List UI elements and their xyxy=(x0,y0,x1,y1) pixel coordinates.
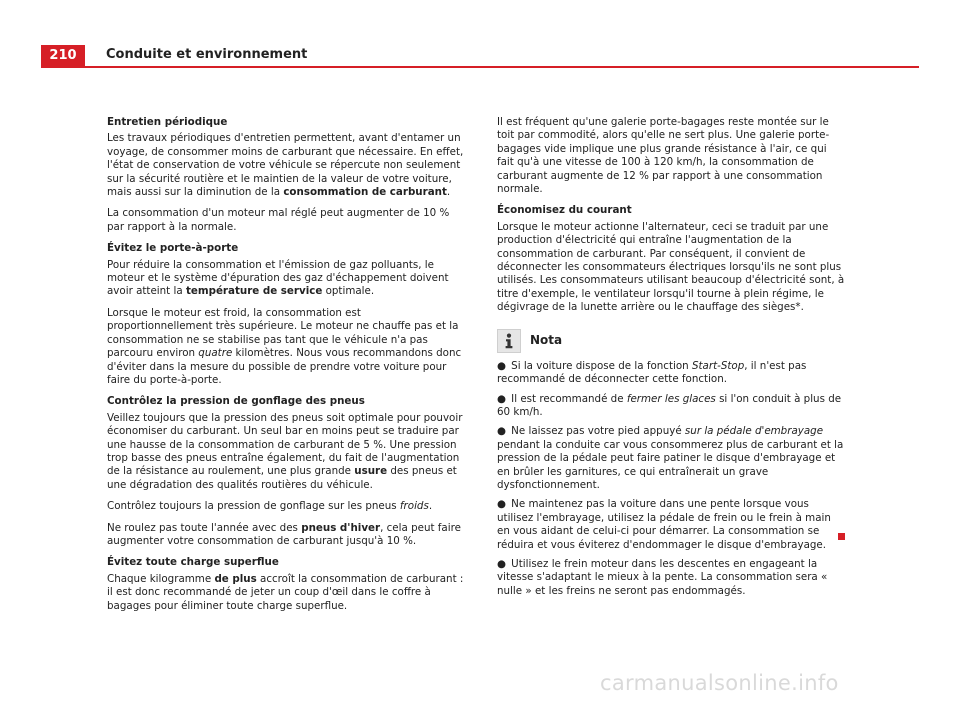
paragraph xyxy=(497,116,845,196)
text-run: Il est fréquent qu'une galerie porte-bagages reste montée sur le toit par commodité, alors qu'elle ne sert plus. Une galerie porte-bagages vide implique une plus grande résistance à l'air, ce qui fait qu'à une vitesse de 100 à 120 km/h, la consommation de carburant augmente de 12 % par rapport à une consommation normale. xyxy=(497,116,830,196)
italic-text: fermer les glaces xyxy=(626,392,716,405)
italic-text: quatre xyxy=(198,347,233,360)
watermark: carmanualsonline.info xyxy=(600,671,839,695)
text-run: kilomètres. Nous vous recommandons donc d'éviter dans la mesure du possible de prendre votre voiture pour faire du porte-à-porte. xyxy=(107,347,462,386)
text-run: . xyxy=(428,500,433,513)
text-run: Lorsque le moteur est froid, la consommation est proportionnellement très supérieure. Le moteur ne chauffe pas et la consommation ne se stabilise pas tant que le véhicule n'a pas parcouru environ xyxy=(107,306,459,360)
text-run: , cela peut faire augmenter votre consommation de carburant jusqu'à 10 %. xyxy=(107,521,461,547)
nota-header xyxy=(497,329,845,353)
paragraph xyxy=(107,500,465,513)
text-run: Ne maintenez pas la voiture dans une pente lorsque vous utilisez l'embrayage, utilisez la pédale de frein ou le frein à main en vous aidant de celui-ci pour démarrer. La consommation se réduira et vous éviterez d'endommager le disque d'embrayage. xyxy=(497,498,831,551)
text-run: si l'on conduit à plus de 60 km/h. xyxy=(497,392,842,418)
nota-bullet-item xyxy=(497,393,845,420)
section-heading: Évitez toute charge superflue xyxy=(107,556,279,569)
text-run: Il est recommandé de xyxy=(511,392,627,405)
text-run: Lorsque le moteur actionne l'alternateur, ceci se traduit par une production d'électricité qui entraîne l'augmentation de la consommation de carburant. Par conséquent, il convient de déconnecter les consommateurs électriques lorsqu'ils ne sont plus utilisés. Les consommateurs utilisant beaucoup d'électricité sont, à titre d'exemple, le ventilateur lorsqu'il tourne à plein régime, le dégivrage de la lunette arrière ou le chauffage des sièges*. xyxy=(497,220,845,314)
bold-text: pneus d'hiver xyxy=(301,521,381,534)
text-run: accroît la consommation de carburant : il est donc recommandé de jeter un coup d'œil dans le coffre à bagages pour éliminer toute charge superflue. xyxy=(107,572,464,612)
nota-bullet-item xyxy=(497,558,845,598)
text-run: Ne laissez pas votre pied appuyé xyxy=(511,425,685,438)
bold-text: de plus xyxy=(214,572,257,585)
chapter-title: Conduite et environnement xyxy=(106,47,308,62)
section-heading: Contrôlez la pression de gonflage des pneus xyxy=(107,395,365,408)
right-column xyxy=(497,116,845,604)
paragraph xyxy=(107,307,465,387)
text-run: Si la voiture dispose de la fonction xyxy=(511,359,692,372)
text-run: , il n'est pas recommandé de déconnecter cette fonction. xyxy=(497,359,807,386)
bold-text: température de service xyxy=(185,285,323,298)
text-run: optimale. xyxy=(322,285,375,298)
bold-text: usure xyxy=(354,465,388,478)
section-heading: Entretien périodique xyxy=(107,116,228,128)
text-run: pendant la conduite car vous consommerez plus de carburant et la pression de la pédale peut faire patiner le disque d'embrayage et en brûler les garnitures, ce qui entraînerait un grave dysfonctionnement. xyxy=(497,438,844,491)
page-number: 210 xyxy=(49,48,77,63)
bullet-icon: ● xyxy=(497,392,506,405)
left-column xyxy=(107,116,465,621)
nota-bullet-item xyxy=(497,498,845,552)
nota-bullet-item xyxy=(497,425,845,492)
paragraph xyxy=(107,573,465,613)
paragraph xyxy=(107,412,465,492)
italic-text: Start-Stop xyxy=(691,359,745,372)
text-run: des pneus et une dégradation des qualités routières du véhicule. xyxy=(107,465,457,491)
text-run: Chaque kilogramme xyxy=(107,572,215,585)
header-rule xyxy=(41,66,919,68)
info-icon xyxy=(497,329,521,353)
paragraph xyxy=(497,221,845,315)
bold-text: consommation de carburant xyxy=(283,186,447,199)
italic-text: sur la pédale d'embrayage xyxy=(684,425,824,438)
text-run: Veillez toujours que la pression des pneus soit optimale pour pouvoir économiser du carburant. Un seul bar en moins peut se traduire par une hausse de la consommation de carburant de 5 %. Une pression trop basse des pneus entraîne également, du fait de l'augmentation de la résistance au roulement, une plus grande xyxy=(107,411,463,478)
bullet-icon: ● xyxy=(497,425,506,438)
text-run: Utilisez le frein moteur dans les descentes en engageant la vitesse s'adaptant le mieux à la pente. La consommation sera « nulle » et les freins ne seront pas endommagés. xyxy=(497,557,828,597)
text-run: La consommation d'un moteur mal réglé peut augmenter de 10 % par rapport à la normale. xyxy=(107,207,450,233)
italic-text: froids xyxy=(399,500,429,513)
nota-bullet-item xyxy=(497,360,845,387)
paragraph xyxy=(107,132,465,199)
paragraph xyxy=(107,522,465,549)
nota-title: Nota xyxy=(530,332,563,347)
end-of-section-mark xyxy=(838,533,845,540)
right-column-content xyxy=(497,116,845,315)
paragraph xyxy=(107,207,465,234)
paragraph xyxy=(107,259,465,299)
section-heading: Évitez le porte-à-porte xyxy=(107,242,239,255)
bullet-icon: ● xyxy=(497,557,506,570)
text-run: Contrôlez toujours la pression de gonflage sur les pneus xyxy=(107,500,400,513)
bullet-icon: ● xyxy=(497,359,506,372)
text-run: Les travaux périodiques d'entretien permettent, avant d'entamer un voyage, de consommer moins de carburant que nécessaire. En effet, l'état de conservation de votre véhicule se répercute non seulement sur la sécurité routière et le maintien de la valeur de votre voiture, mais aussi sur la diminution de la xyxy=(107,132,464,199)
nota-box xyxy=(497,329,845,599)
text-run: . xyxy=(446,186,451,199)
text-run: Pour réduire la consommation et l'émission de gaz polluants, le moteur et le système d'épuration des gaz d'échappement doivent avoir atteint la xyxy=(107,258,449,298)
page-number-badge xyxy=(41,45,85,67)
bullet-icon: ● xyxy=(497,498,506,511)
nota-list xyxy=(497,360,845,599)
text-run: Ne roulez pas toute l'année avec des xyxy=(107,521,302,534)
section-heading: Économisez du courant xyxy=(497,204,632,217)
